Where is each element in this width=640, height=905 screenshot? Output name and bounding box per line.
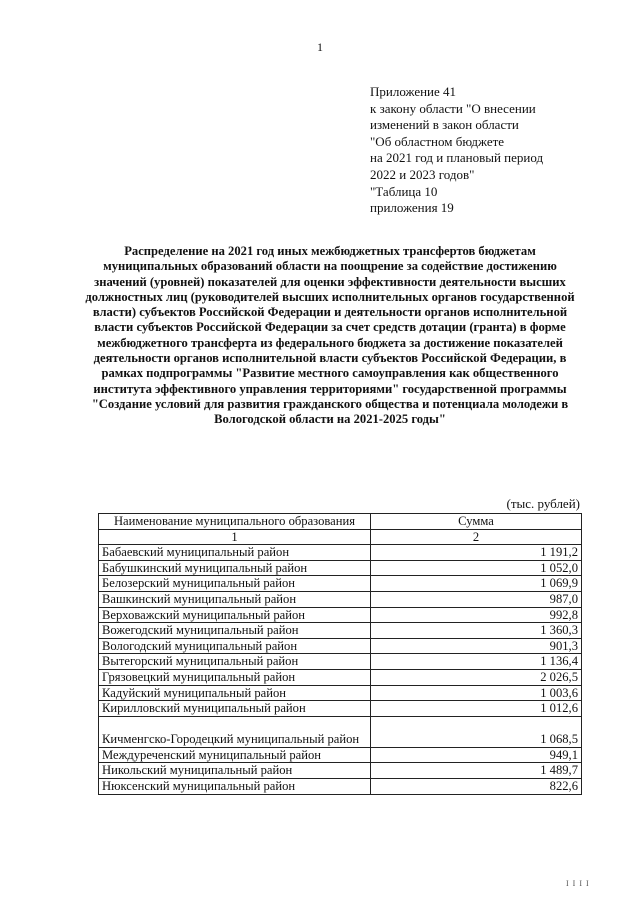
amount-value: 1 136,4 bbox=[371, 654, 582, 670]
distribution-table bbox=[98, 513, 582, 795]
municipality-name: Вожегодский муниципальный район bbox=[99, 623, 371, 639]
appendix-line: на 2021 год и плановый период bbox=[370, 150, 544, 166]
column-header-name: Наименование муниципального образования bbox=[99, 514, 371, 530]
amount-value: 987,0 bbox=[371, 591, 582, 607]
amount-value: 2 026,5 bbox=[371, 669, 582, 685]
municipality-name: Грязовецкий муниципальный район bbox=[99, 669, 371, 685]
table-header-numbers-row bbox=[99, 529, 582, 545]
page-number: 1 bbox=[317, 40, 323, 54]
corner-mark: I I I I bbox=[566, 879, 590, 888]
appendix-line: 2022 и 2023 годов" bbox=[370, 166, 475, 182]
municipality-name: Вологодский муниципальный район bbox=[99, 638, 371, 654]
table-body bbox=[99, 545, 582, 794]
municipality-name: Вашкинский муниципальный район bbox=[99, 591, 371, 607]
appendix-line: "Об областном бюджете bbox=[370, 133, 505, 149]
appendix-line: приложения 19 bbox=[370, 200, 454, 216]
amount-value: 1 489,7 bbox=[371, 763, 582, 779]
table-header-row bbox=[99, 514, 582, 530]
table-row bbox=[99, 638, 582, 654]
table-row bbox=[99, 716, 582, 747]
amount-value: 1 003,6 bbox=[371, 685, 582, 701]
municipality-name: Междуреченский муниципальный район bbox=[99, 747, 371, 763]
column-number-1: 1 bbox=[99, 529, 371, 545]
appendix-line: изменений в закон области bbox=[370, 117, 519, 133]
table-row bbox=[99, 654, 582, 670]
table-row bbox=[99, 763, 582, 779]
municipality-name: Верховажский муниципальный район bbox=[99, 607, 371, 623]
amount-value: 901,3 bbox=[371, 638, 582, 654]
table-row bbox=[99, 669, 582, 685]
amount-value: 1 069,9 bbox=[371, 576, 582, 592]
table-row bbox=[99, 747, 582, 763]
table-row bbox=[99, 701, 582, 717]
municipality-name: Кичменгско-Городецкий муниципальный район bbox=[99, 716, 371, 747]
column-number-2: 2 bbox=[371, 529, 582, 545]
amount-value: 1 068,5 bbox=[371, 716, 582, 747]
appendix-note bbox=[370, 84, 620, 217]
municipality-name: Вытегорский муниципальный район bbox=[99, 654, 371, 670]
table-row bbox=[99, 607, 582, 623]
municipality-name: Нюксенский муниципальный район bbox=[99, 778, 371, 794]
amount-value: 822,6 bbox=[371, 778, 582, 794]
municipality-name: Белозерский муниципальный район bbox=[99, 576, 371, 592]
appendix-line: "Таблица 10 bbox=[370, 183, 438, 199]
table-row bbox=[99, 778, 582, 794]
column-header-sum: Сумма bbox=[371, 514, 582, 530]
municipality-name: Кадуйский муниципальный район bbox=[99, 685, 371, 701]
table-row bbox=[99, 685, 582, 701]
amount-value: 1 012,6 bbox=[371, 701, 582, 717]
appendix-line: к закону области "О внесении bbox=[370, 100, 536, 116]
amount-value: 1 360,3 bbox=[371, 623, 582, 639]
municipality-name: Кирилловский муниципальный район bbox=[99, 701, 371, 717]
municipality-name: Бабаевский муниципальный район bbox=[99, 545, 371, 561]
table-row bbox=[99, 545, 582, 561]
document-title: Распределение на 2021 год иных межбюджетных трансфертов бюджетам муниципальных образований области на поощрение за содействие достижению значений (уровней) показателей для оценки эффективности деятельности высших должностных лиц (руководителей высших исполнительных органов государственной власти) субъектов Российской Федерации и деятельности органов исполнительной власти субъектов Российской Федерации за счет средств дотации (гранта) в форме межбюджетного трансферта из федерального бюджета за достижение показателей деятельности органов исполнительной власти субъектов Российской Федерации, в рамках подпрограммы "Развитие местного самоуправления как общественного института эффективного управления территориями" государственной программы "Создание условий для развития гражданского общества и потенциала молодежи в Вологодской области на 2021-2025 годы" bbox=[85, 244, 575, 427]
appendix-line: Приложение 41 bbox=[370, 84, 457, 99]
amount-value: 992,8 bbox=[371, 607, 582, 623]
amount-value: 1 052,0 bbox=[371, 560, 582, 576]
table-row bbox=[99, 623, 582, 639]
table-row bbox=[99, 576, 582, 592]
municipality-name: Никольский муниципальный район bbox=[99, 763, 371, 779]
table-row bbox=[99, 591, 582, 607]
table-row bbox=[99, 560, 582, 576]
municipality-name: Бабушкинский муниципальный район bbox=[99, 560, 371, 576]
amount-value: 949,1 bbox=[371, 747, 582, 763]
unit-label: (тыс. рублей) bbox=[506, 496, 580, 511]
amount-value: 1 191,2 bbox=[371, 545, 582, 561]
